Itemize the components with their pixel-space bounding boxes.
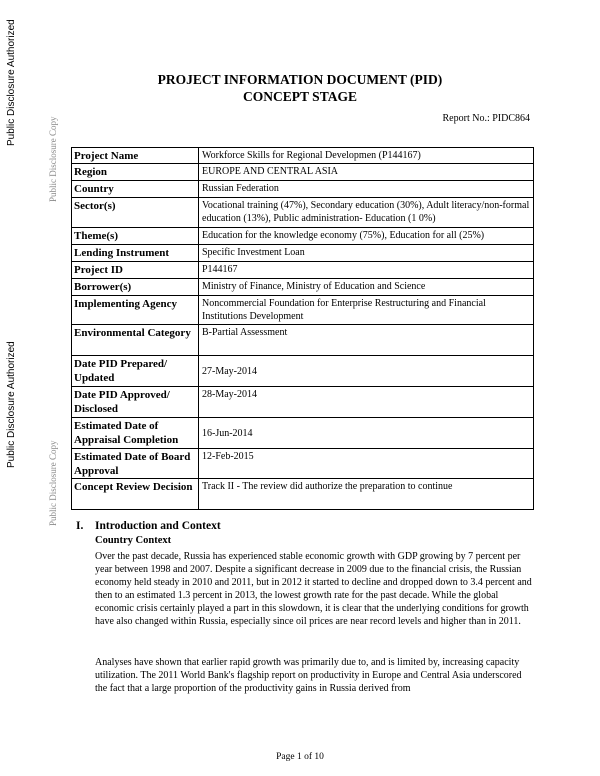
paragraph-country-context-2: Analyses have shown that earlier rapid growth was primarily due to, and is limited by, increasing capacity utilization. The 2011 World Bank's flagship report on productivity in Europe and Central Asia underscored the fact that a large proportion of the productivity gains in Russia derived from — [95, 657, 522, 694]
row-label: Region — [72, 164, 199, 181]
page-number: Page 1 of 10 — [276, 752, 324, 762]
row-label: Date PID Prepared/ Updated — [72, 356, 199, 387]
row-label: Project ID — [72, 262, 199, 279]
table-row — [72, 148, 534, 164]
row-value: P144167 — [199, 262, 534, 279]
table-row — [72, 449, 534, 479]
project-info-table — [71, 147, 534, 510]
section-title: Introduction and Context — [95, 520, 221, 532]
row-value: Russian Federation — [199, 181, 534, 198]
table-row — [72, 387, 534, 418]
document-subtitle: CONCEPT STAGE — [243, 89, 357, 104]
row-label: Environmental Category — [72, 325, 199, 356]
document-title: PROJECT INFORMATION DOCUMENT (PID) — [157, 72, 443, 87]
table-row — [72, 164, 534, 181]
row-value: B-Partial Assessment — [199, 325, 534, 356]
table-row — [72, 418, 534, 449]
table-row — [72, 279, 534, 296]
row-label: Borrower(s) — [72, 279, 199, 296]
row-label: Lending Instrument — [72, 245, 199, 262]
row-value: Track II - The review did authorize the preparation to continue — [199, 479, 534, 510]
report-number: Report No.: PIDC864 — [442, 113, 530, 124]
row-label: Sector(s) — [72, 198, 199, 228]
table-row — [72, 181, 534, 198]
row-label: Estimated Date of Appraisal Completion — [72, 418, 199, 449]
row-value: EUROPE AND CENTRAL ASIA — [199, 164, 534, 181]
paragraph-country-context-1: Over the past decade, Russia has experienced stable economic growth with GDP growing by 7 percent per year between 1998 and 2007. Despite a significant decrease in 2009 due to the financial crisis, the Russian economy held steady in 2010 and 2011, but in 2012 it started to decline and dropped down to 3.4 percent and then to an estimated 1.3 percent in 2013, the lowest growth rate for the past decade. While the global economic crisis certainly played a part in this slowdown, it is clear that the underlying conditions for growth have also changed within Russia, especially since oil prices are near record levels and higher than in 2011. — [95, 551, 532, 627]
row-value: Vocational training (47%), Secondary education (30%), Adult literacy/non-formal education (13%), Public administration- Education (1 0%) — [199, 198, 534, 228]
table-row — [72, 296, 534, 325]
row-label: Concept Review Decision — [72, 479, 199, 510]
watermark-authorized-bottom: Public Disclosure Authorized — [6, 341, 17, 468]
table-row — [72, 325, 534, 356]
row-value: Education for the knowledge economy (75%), Education for all (25%) — [199, 228, 534, 245]
row-label: Estimated Date of Board Approval — [72, 449, 199, 479]
watermark-authorized-top: Public Disclosure Authorized — [6, 19, 17, 146]
section-number: I. — [76, 520, 84, 532]
watermark-copy-bottom: Public Disclosure Copy — [48, 440, 58, 526]
watermark-copy-top: Public Disclosure Copy — [48, 116, 58, 202]
row-label: Country — [72, 181, 199, 198]
table-row — [72, 479, 534, 510]
row-value: 12-Feb-2015 — [199, 449, 534, 479]
table-row — [72, 356, 534, 387]
row-label: Date PID Approved/ Disclosed — [72, 387, 199, 418]
row-label: Theme(s) — [72, 228, 199, 245]
row-value: 28-May-2014 — [199, 387, 534, 418]
table-row — [72, 245, 534, 262]
row-value: Ministry of Finance, Ministry of Education and Science — [199, 279, 534, 296]
table-row — [72, 228, 534, 245]
row-value: Workforce Skills for Regional Developmen (P144167) — [199, 148, 534, 164]
row-label: Implementing Agency — [72, 296, 199, 325]
row-value: 27-May-2014 — [199, 356, 534, 387]
row-value: 16-Jun-2014 — [199, 418, 534, 449]
table-row — [72, 262, 534, 279]
row-label: Project Name — [72, 148, 199, 164]
table-row — [72, 198, 534, 228]
row-value: Noncommercial Foundation for Enterprise Restructuring and Financial Institutions Development — [199, 296, 534, 325]
row-value: Specific Investment Loan — [199, 245, 534, 262]
subsection-title: Country Context — [95, 535, 172, 546]
